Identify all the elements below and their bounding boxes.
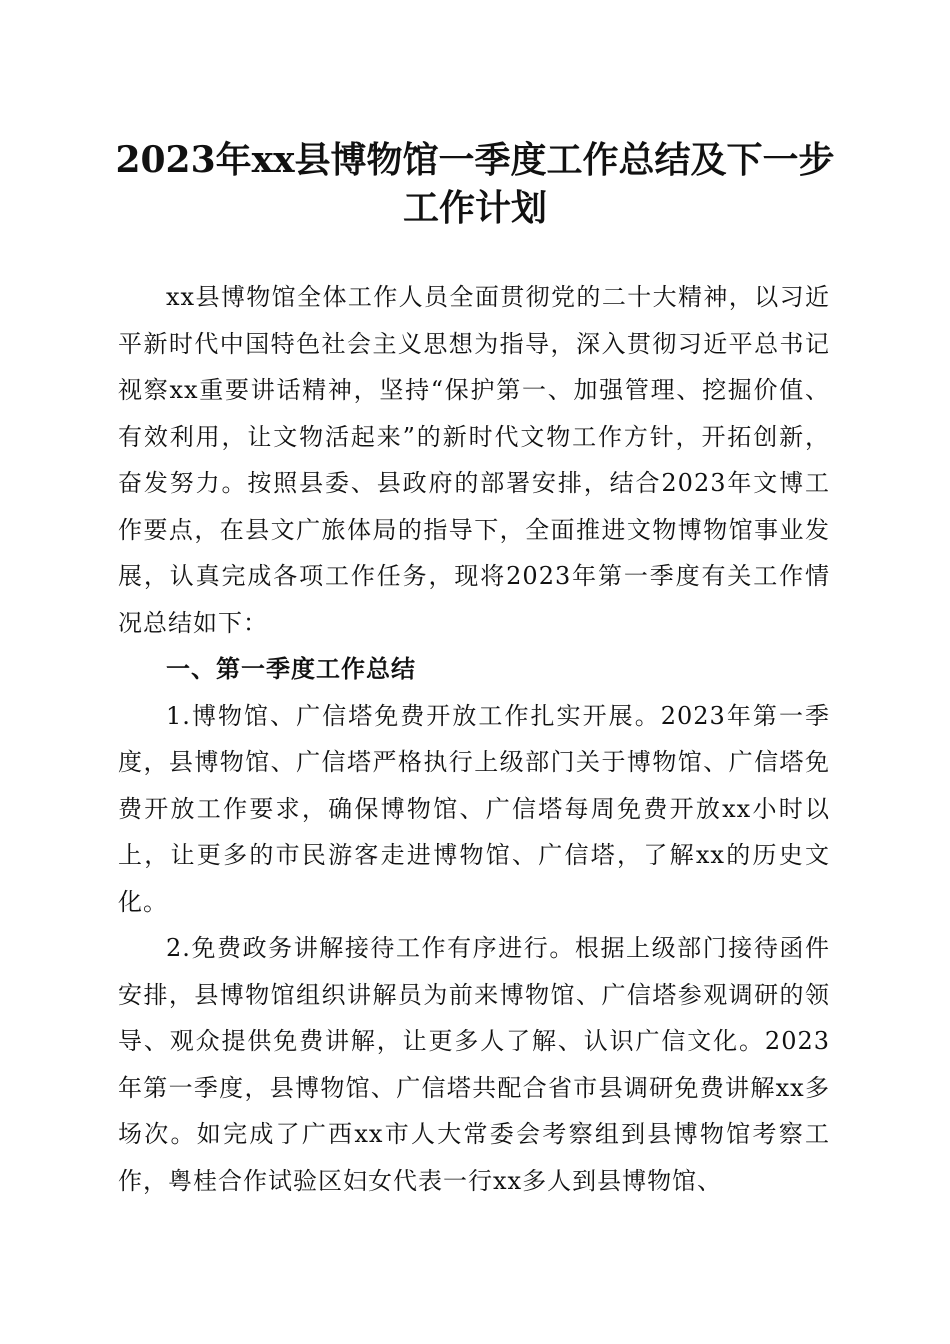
section-heading: 一、第一季度工作总结 <box>166 655 416 683</box>
intro-paragraph: xx县博物馆全体工作人员全面贯彻党的二十大精神，以习近平新时代中国特色社会主义思想为指导，深入贯彻习近平总书记视察xx重要讲话精神，坚持“保护第一、加强管理、挖掘价值、有效利用，让文物活起来”的新时代文物工作方针，开拓创新，奋发努力。按照县委、县政府的部署安排，结合2023年文博工作要点，在县文广旅体局的指导下，全面推进文物博物馆事业发展，认真完成各项工作任务，现将2023年第一季度有关工作情况总结如下： <box>118 283 830 637</box>
document-title <box>100 136 850 232</box>
title-line-2: 工作计划 <box>402 187 547 229</box>
paragraph-item-2: 2.免费政务讲解接待工作有序进行。根据上级部门接待函件安排，县博物馆组织讲解员为前来博物馆、广信塔参观调研的领导、观众提供免费讲解，让更多人了解、认识广信文化。2023年第一季度，县博物馆、广信塔共配合省市县调研免费讲解xx多场次。如完成了广西xx市人大常委会考察组到县博物馆考察工作，粤桂合作试验区妇女代表一行xx多人到县博物馆、 <box>118 934 830 1195</box>
paragraph-item-1: 1.博物馆、广信塔免费开放工作扎实开展。2023年第一季度，县博物馆、广信塔严格执行上级部门关于博物馆、广信塔免费开放工作要求，确保博物馆、广信塔每周免费开放xx小时以上，让更多的市民游客走进博物馆、广信塔，了解xx的历史文化。 <box>118 701 830 916</box>
document-body <box>118 274 830 1204</box>
title-line-1: 2023年xx县博物馆一季度工作总结及下一步 <box>115 139 835 181</box>
